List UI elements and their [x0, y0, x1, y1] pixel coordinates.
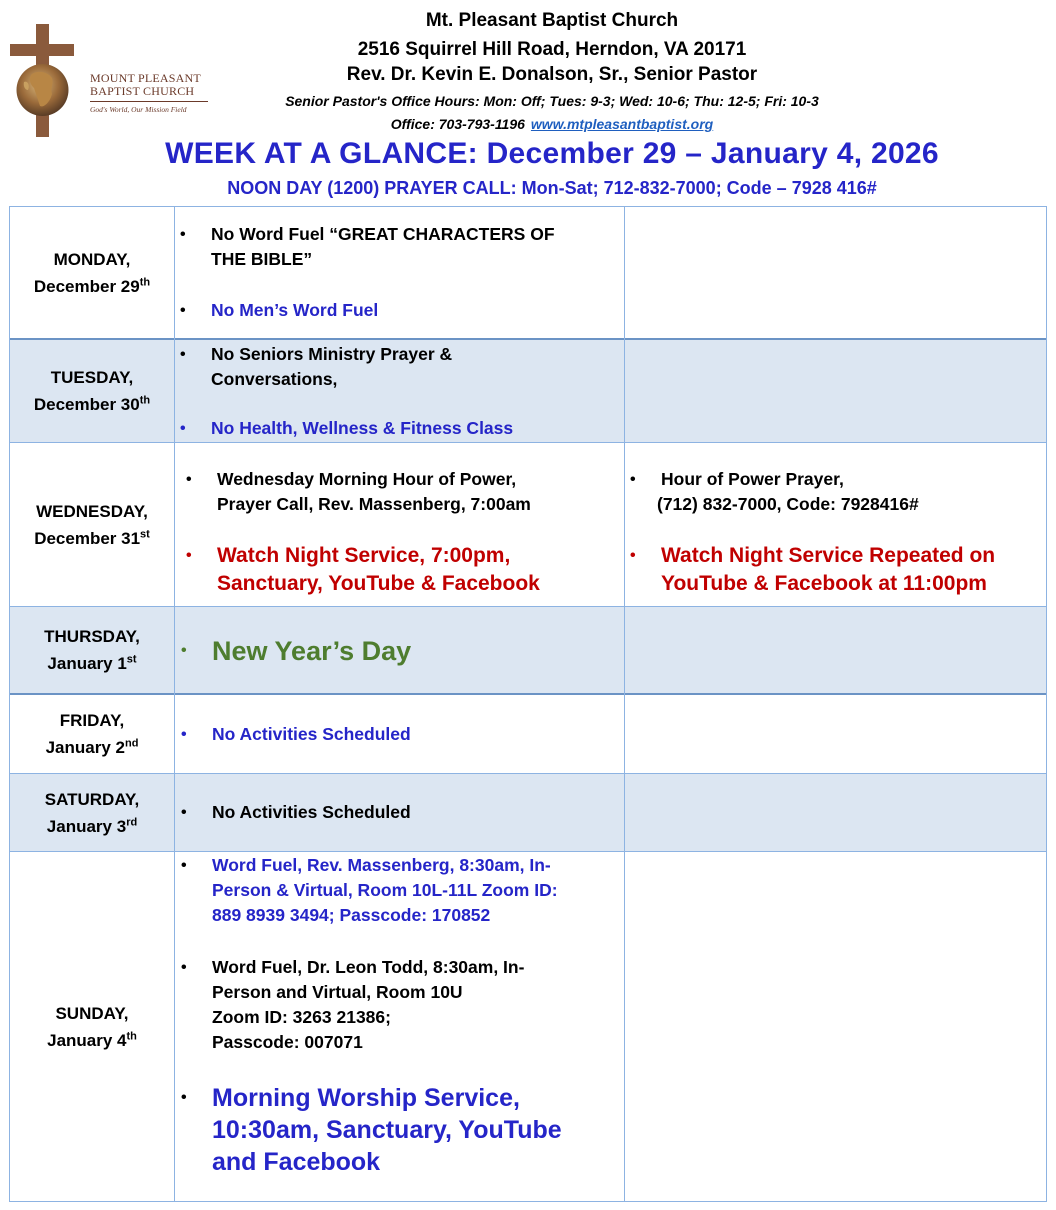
- list-item: • No Activities Scheduled: [212, 800, 411, 825]
- day-date: January 3rd: [46, 815, 138, 836]
- day-date: December 30th: [33, 394, 151, 414]
- day-cell-wednesday: [10, 443, 174, 606]
- schedule-table: [9, 206, 1047, 1202]
- day-label: SATURDAY,: [44, 789, 140, 809]
- day-cell-thursday: [10, 607, 174, 693]
- list-item: • New Year’s Day: [212, 634, 411, 668]
- logo-tagline: God's World, Our Mission Field: [90, 105, 187, 114]
- table-row-monday: [10, 207, 1046, 340]
- church-name: Mt. Pleasant Baptist Church: [425, 10, 679, 31]
- page-title: WEEK AT A GLANCE: December 29 – January 4, 2026: [165, 137, 939, 170]
- day-date: January 4th: [47, 1030, 137, 1050]
- list-item: • No Seniors Ministry Prayer & Conversations,: [211, 342, 452, 392]
- day-label: SUNDAY,: [55, 1004, 129, 1023]
- day-date: December 31st: [34, 527, 150, 548]
- list-item: • Word Fuel, Dr. Leon Todd, 8:30am, In- Person and Virtual, Room 10U Zoom ID: 3263 21386; Passcode: 007071: [212, 955, 524, 1055]
- column-divider: [174, 207, 175, 1201]
- day-date: December 29th: [33, 275, 151, 296]
- table-row-thursday: [10, 607, 1046, 695]
- church-address: 2516 Squirrel Hill Road, Herndon, VA 20171: [357, 39, 747, 60]
- day-label: WEDNESDAY,: [36, 501, 148, 521]
- list-item: • Wednesday Morning Hour of Power, Prayer Call, Rev. Massenberg, 7:00am: [217, 467, 531, 517]
- day-label: TUESDAY,: [50, 368, 134, 387]
- day-date: January 1st: [47, 653, 137, 673]
- list-item: • No Word Fuel “GREAT CHARACTERS OF THE BIBLE”: [211, 222, 555, 272]
- table-row-saturday: [10, 774, 1046, 852]
- day-date: January 2nd: [45, 737, 139, 757]
- list-item: • Word Fuel, Rev. Massenberg, 8:30am, In- Person & Virtual, Room 10L-11L Zoom ID: 889 8939 3494; Passcode: 170852: [212, 853, 558, 928]
- office-hours: Senior Pastor's Office Hours: Mon: Off; Tues: 9-3; Wed: 10-6; Thu: 12-5; Fri: 10-3: [285, 93, 819, 109]
- table-row-tuesday: [10, 340, 1046, 443]
- day-label: THURSDAY,: [44, 627, 140, 646]
- senior-pastor: Rev. Dr. Kevin E. Donalson, Sr., Senior Pastor: [346, 64, 758, 85]
- office-line: [0, 116, 1056, 132]
- day-cell-monday: [10, 207, 174, 338]
- list-item: • No Activities Scheduled: [212, 722, 411, 747]
- list-item: • Watch Night Service Repeated on YouTube & Facebook at 11:00pm: [661, 542, 995, 598]
- day-cell-saturday: [10, 774, 174, 851]
- list-item: • Watch Night Service, 7:00pm, Sanctuary, YouTube & Facebook: [217, 542, 540, 598]
- list-item: • Hour of Power Prayer, (712) 832-7000, Code: 7928416#: [661, 467, 919, 517]
- table-row-friday: [10, 695, 1046, 774]
- table-row-wednesday: [10, 443, 1046, 607]
- logo-name-line1: MOUNT PLEASANT: [90, 71, 201, 85]
- list-item: • No Health, Wellness & Fitness Class: [211, 416, 513, 441]
- prayer-call-banner: NOON DAY (1200) PRAYER CALL: Mon-Sat; 712-832-7000; Code – 7928 416#: [227, 178, 877, 198]
- list-item: • No Men’s Word Fuel: [211, 298, 378, 323]
- table-row-sunday: [10, 852, 1046, 1202]
- day-cell-friday: [10, 695, 174, 773]
- logo-name-line2: BAPTIST CHURCH: [90, 84, 195, 98]
- day-label: MONDAY,: [53, 249, 131, 269]
- day-label: FRIDAY,: [59, 711, 125, 730]
- day-cell-tuesday: [10, 340, 174, 442]
- office-phone: Office: 703-793-1196: [390, 116, 525, 132]
- column-divider: [624, 207, 625, 1201]
- list-item: • Morning Worship Service, 10:30am, Sanctuary, YouTube and Facebook: [212, 1082, 562, 1178]
- website-link[interactable]: www.mtpleasantbaptist.org: [530, 116, 714, 132]
- day-cell-sunday: [10, 852, 174, 1202]
